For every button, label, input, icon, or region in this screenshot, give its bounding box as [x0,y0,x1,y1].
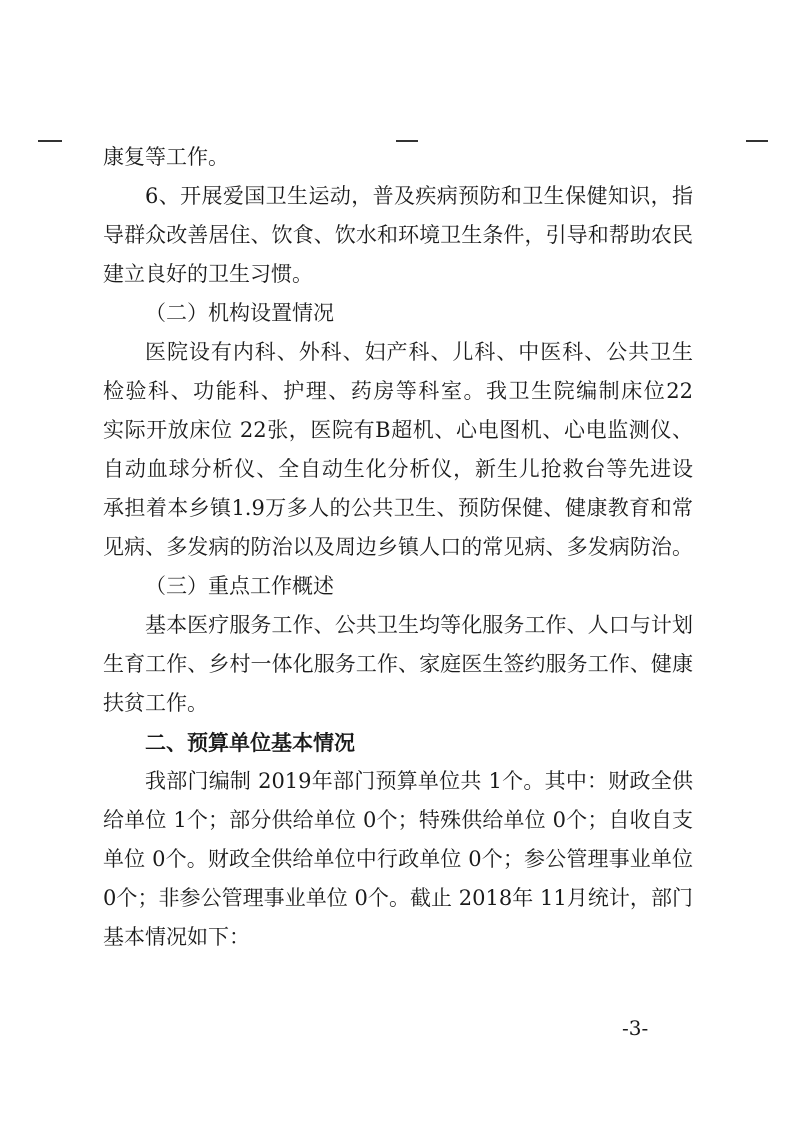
text-line: 建立良好的卫生习惯。 [103,262,313,286]
text-line: 检验科、功能科、护理、药房等科室。我卫生院编制床位22 [103,379,693,403]
text-line: 6、开展爱国卫生运动，普及疾病预防和卫生保健知识，指 [145,184,693,208]
text-line: 医院设有内科、外科、妇产科、儿科、中医科、公共卫生 [145,340,693,364]
text-line: 基本情况如下： [103,925,250,949]
text-line: 基本医疗服务工作、公共卫生均等化服务工作、人口与计划 [145,613,693,637]
text-line: 我部门编制 2019年部门预算单位共 1个。其中：财政全供 [145,769,693,793]
text-line: 自动血球分析仪、全自动生化分析仪，新生儿抢救台等先进设 [103,457,693,481]
text-line: 给单位 1个；部分供给单位 0个；特殊供给单位 0个；自收自支 [103,808,693,832]
section-heading: （三）重点工作概述 [145,574,334,598]
chapter-heading: 二、预算单位基本情况 [145,730,355,755]
scan-mark-right [746,140,768,142]
text-line: 康复等工作。 [103,145,229,169]
text-line: 承担着本乡镇1.9万多人的公共卫生、预防保健、健康教育和常 [103,496,693,520]
text-line: 导群众改善居住、饮食、饮水和环境卫生条件，引导和帮助农民 [103,223,693,247]
document-body [103,138,693,957]
text-line: 实际开放床位 22张，医院有B超机、心电图机、心电监测仪、 [103,418,693,442]
section-heading: （二）机构设置情况 [145,301,334,325]
text-line: 见病、多发病的防治以及周边乡镇人口的常见病、多发病防治。 [103,535,693,559]
text-line: 0个；非参公管理事业单位 0个。截止 2018年 11月统计，部门 [103,886,693,910]
scan-mark-left [38,140,62,142]
page-number: -3- [622,1016,649,1040]
text-line: 扶贫工作。 [103,691,208,715]
text-line: 生育工作、乡村一体化服务工作、家庭医生签约服务工作、健康 [103,652,693,676]
text-line: 单位 0个。财政全供给单位中行政单位 0个；参公管理事业单位 [103,847,693,871]
